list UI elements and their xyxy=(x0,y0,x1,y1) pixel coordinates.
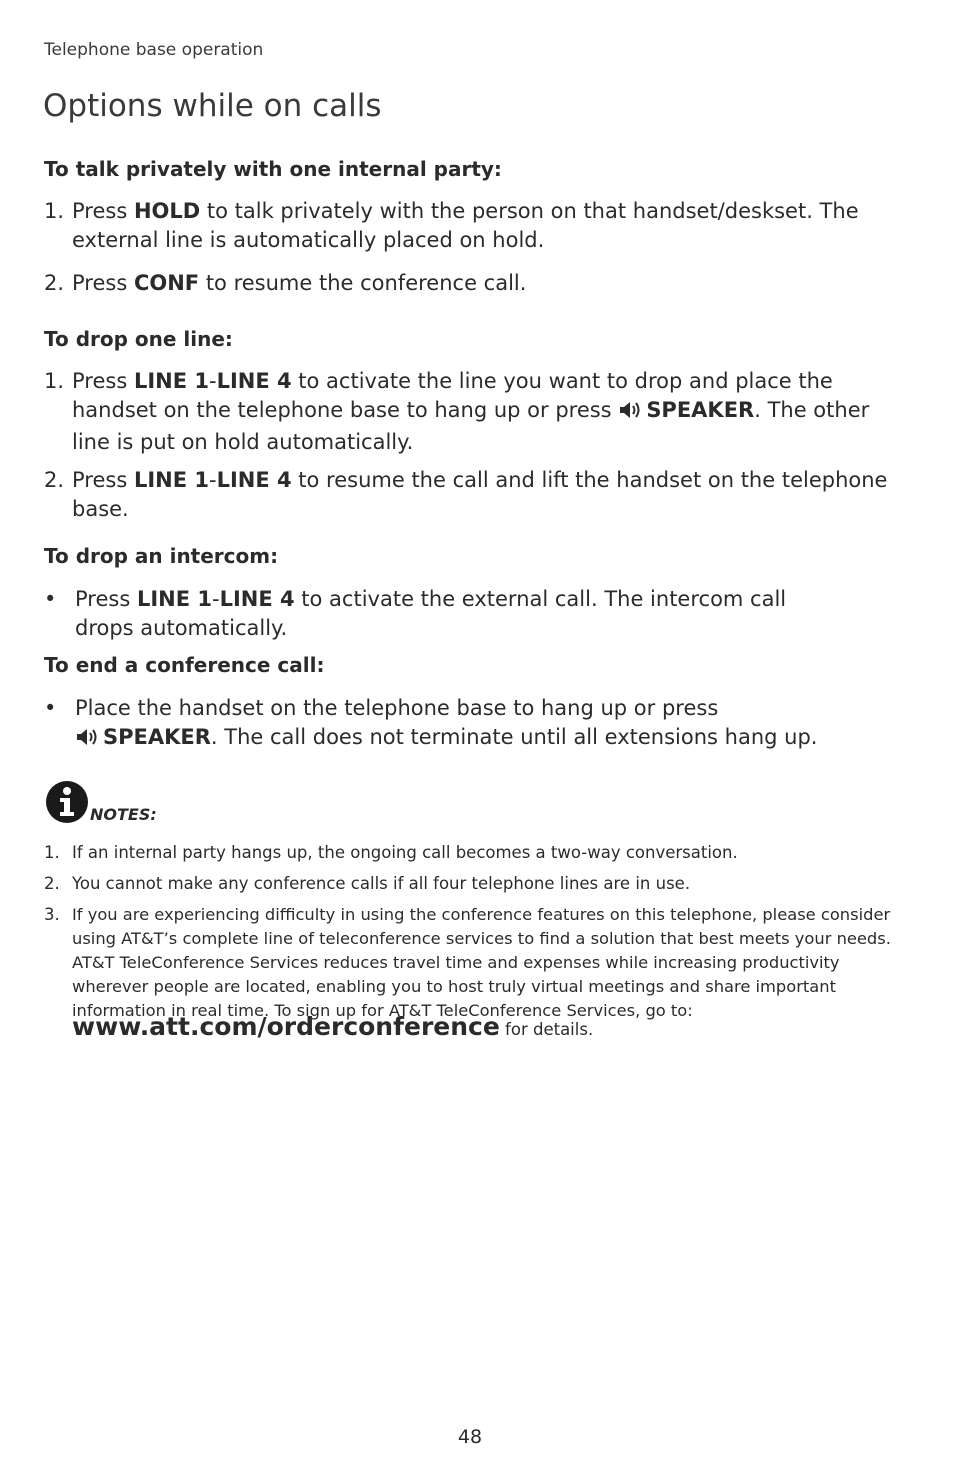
bullet: • xyxy=(44,696,57,720)
list-item xyxy=(44,466,904,524)
subheading-end-conference: To end a conference call: xyxy=(44,653,325,677)
item-number: 2. xyxy=(44,468,65,492)
note-item xyxy=(44,872,904,896)
item-number: 3. xyxy=(44,905,60,924)
text: to activate the external call. The intercom call drops automatically. xyxy=(75,587,787,640)
dash: - xyxy=(212,587,220,611)
page-title: Options while on calls xyxy=(43,88,382,124)
note-text: You cannot make any conference calls if all four telephone lines are in use. xyxy=(72,874,691,893)
text: Press xyxy=(72,199,134,223)
note-item xyxy=(44,903,900,1023)
text: to resume the conference call. xyxy=(199,271,527,295)
subheading-drop-line: To drop one line: xyxy=(44,327,233,351)
key-line4: LINE 4 xyxy=(216,369,292,393)
item-number: 2. xyxy=(44,874,60,893)
key-line1: LINE 1 xyxy=(136,587,212,611)
bullet-item xyxy=(44,585,824,643)
note-text: If you are experiencing difficulty in using the conference features on this telephone, please consider using AT&T’s complete line of teleconference services to find a solution that best meets your needs. AT&T TeleConference Services reduces travel time and expenses while increasing productivity wherever people are located, enabling you to host truly virtual meetings and share important information in real time. To sign up for AT&T TeleConference Services, go to: xyxy=(72,905,891,1020)
key-speaker: SPEAKER xyxy=(646,398,755,422)
text: Press xyxy=(72,468,134,492)
text: to activate the line you want to drop and place the handset on the telephone base to hang up or press xyxy=(72,369,833,422)
list-item xyxy=(44,197,904,255)
text: to talk privately with the person on that handset/deskset. The external line is automatically placed on hold. xyxy=(72,199,859,252)
list-item xyxy=(44,269,904,298)
speaker-icon xyxy=(75,726,101,755)
dash: - xyxy=(209,468,217,492)
bullet: • xyxy=(44,587,57,611)
key-hold: HOLD xyxy=(133,199,201,223)
note-text: If an internal party hangs up, the ongoing call becomes a two-way conversation. xyxy=(72,843,738,862)
note-item xyxy=(44,841,904,865)
item-number: 1. xyxy=(44,369,65,393)
bullet-item xyxy=(44,694,764,723)
section-header: Telephone base operation xyxy=(44,40,264,60)
list-item xyxy=(44,367,904,457)
text: Press xyxy=(72,271,134,295)
dash: - xyxy=(209,369,217,393)
info-icon xyxy=(45,780,89,828)
notes-label: NOTES: xyxy=(90,805,157,824)
text: . The call does not terminate until all extensions hang up. xyxy=(210,725,818,749)
subheading-drop-intercom: To drop an intercom: xyxy=(44,544,279,568)
note-tail: for details. xyxy=(499,1020,594,1039)
bullet-item-continuation xyxy=(75,723,935,755)
subheading-talk-privately: To talk privately with one internal party: xyxy=(44,157,502,181)
key-conf: CONF xyxy=(133,271,200,295)
key-speaker: SPEAKER xyxy=(103,725,211,749)
key-line4: LINE 4 xyxy=(216,468,292,492)
item-number: 1. xyxy=(44,199,65,223)
page-number: 48 xyxy=(457,1426,483,1448)
text: Press xyxy=(72,369,134,393)
key-line1: LINE 1 xyxy=(133,468,209,492)
text: Place the handset on the telephone base to hang up or press xyxy=(75,696,719,720)
key-line4: LINE 4 xyxy=(219,587,295,611)
item-number: 1. xyxy=(44,843,60,862)
key-line1: LINE 1 xyxy=(133,369,209,393)
conference-link[interactable]: www.att.com/orderconference xyxy=(72,1012,500,1041)
item-number: 2. xyxy=(44,271,65,295)
speaker-icon xyxy=(618,399,644,428)
note-link-line xyxy=(72,1012,593,1041)
text: Press xyxy=(75,587,137,611)
text: . The other line is put on hold automatically. xyxy=(72,398,870,454)
text: to resume the call and lift the handset on the telephone base. xyxy=(72,468,888,521)
